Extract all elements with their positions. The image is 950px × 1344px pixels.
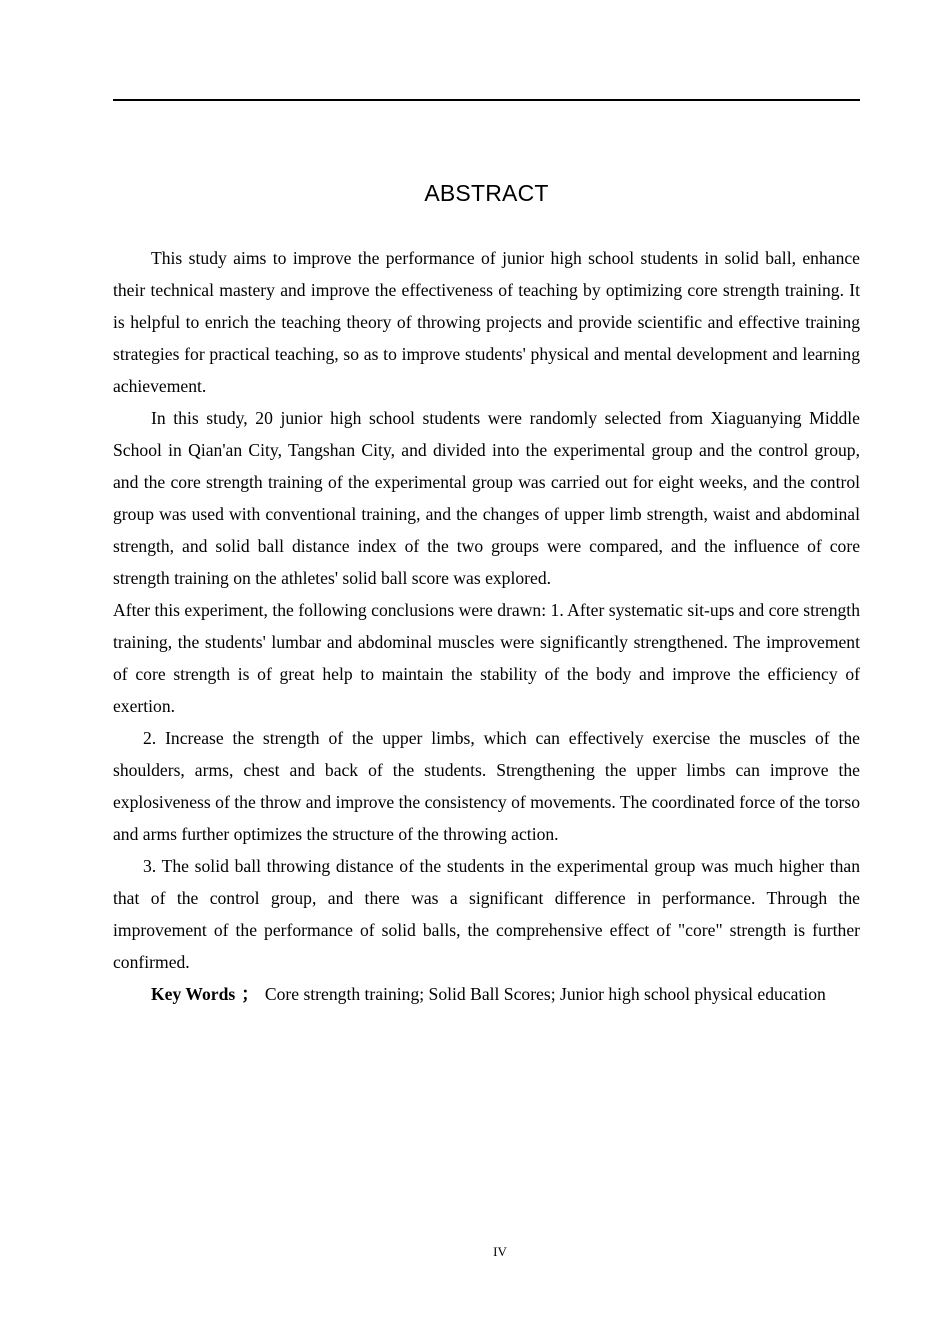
page-number: IV bbox=[493, 1244, 507, 1259]
abstract-paragraph-method: In this study, 20 junior high school students were randomly selected from Xiaguanying Middle School in Qian'an City, Tangshan City, and divided into the experimental group and the control group, and the core strength training of the experimental group was carried out for eight weeks, and the control group was used with conventional training, and the changes of upper limb strength, waist and abdominal strength, and solid ball distance index of the two groups were compared, and the influence of core strength training on the athletes' solid ball score was explored. bbox=[113, 408, 860, 588]
abstract-body bbox=[113, 242, 860, 1010]
abstract-paragraph-conclusion-3: 3. The solid ball throwing distance of the students in the experimental group was much higher than that of the control group, and there was a significant difference in performance. Through the improvement of the performance of solid balls, the comprehensive effect of "core" strength is further confirmed. bbox=[113, 856, 860, 972]
keywords-separator: ； bbox=[241, 984, 259, 1004]
abstract-paragraph-purpose: This study aims to improve the performance of junior high school students in solid ball, enhance their technical mastery and improve the effectiveness of teaching by optimizing core strength training. It is helpful to enrich the teaching theory of throwing projects and provide scientific and effective training strategies for practical teaching, so as to improve students' physical and mental development and learning achievement. bbox=[113, 248, 860, 396]
keywords-line bbox=[113, 978, 860, 1010]
header-rule bbox=[113, 99, 860, 101]
abstract-paragraph-conclusion-2: 2. Increase the strength of the upper limbs, which can effectively exercise the muscles of the shoulders, arms, chest and back of the students. Strengthening the upper limbs can improve the explosiveness of the throw and improve the consistency of movements. The coordinated force of the torso and arms further optimizes the structure of the throwing action. bbox=[113, 728, 860, 844]
keywords-text: Core strength training; Solid Ball Scores; Junior high school physical education bbox=[264, 984, 826, 1004]
keywords-label: Key Words bbox=[151, 984, 236, 1004]
abstract-paragraph-conclusion-1: After this experiment, the following conclusions were drawn: 1. After systematic sit-ups and core strength training, the students' lumbar and abdominal muscles were significantly strengthened. The improvement of core strength is of great help to maintain the stability of the body and improve the efficiency of exertion. bbox=[113, 600, 860, 716]
abstract-title: ABSTRACT bbox=[424, 180, 549, 206]
